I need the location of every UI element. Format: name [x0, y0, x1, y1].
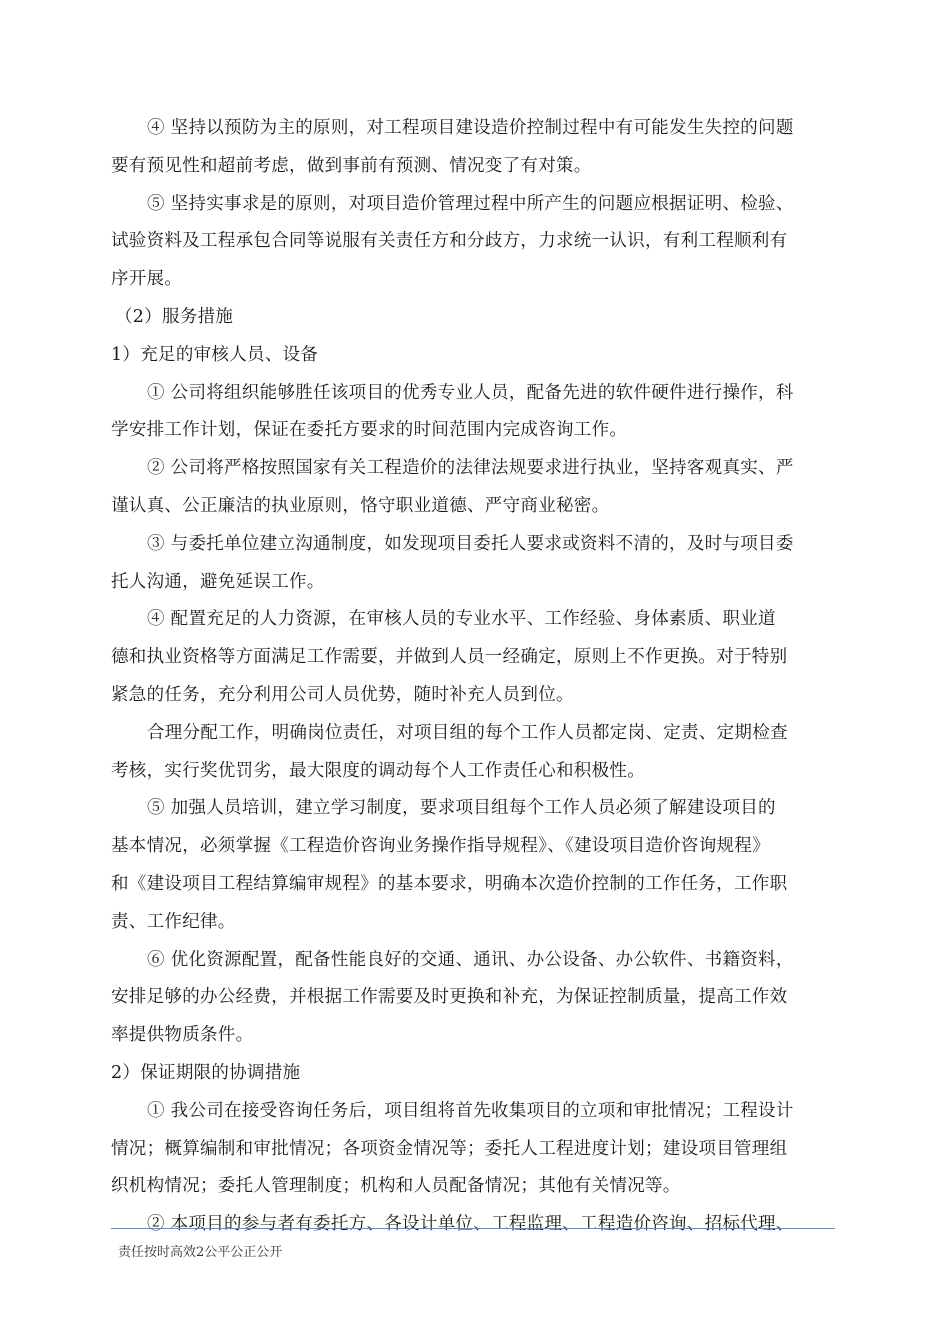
text-line: 序开展。 [111, 269, 183, 290]
text-line: 谨认真、公正廉洁的执业原则，恪守职业道德、严守商业秘密。 [111, 495, 610, 516]
text-line: 责、工作纪律。 [111, 911, 236, 932]
text-line: 安排足够的办公经费，并根据工作需要及时更换和补充，为保证控制质量，提高工作效 [111, 987, 788, 1008]
text-line: 基本情况，必须掌握《工程造价咨询业务操作指导规程》、《建设项目造价咨询规程》 [111, 836, 770, 857]
text-line: 托人沟通，避免延误工作。 [111, 571, 325, 592]
text-line: 情况；概算编制和审批情况；各项资金情况等；委托人工程进度计划；建设项目管理组 [111, 1138, 788, 1159]
text-line: 德和执业资格等方面满足工作需要，并做到人员一经确定，原则上不作更换。对于特别 [111, 647, 788, 668]
text-line: ⑥ 优化资源配置，配备性能良好的交通、通讯、办公设备、办公软件、书籍资料， [147, 949, 794, 970]
text-line: 考核，实行奖优罚劣，最大限度的调动每个人工作责任心和积极性。 [111, 760, 645, 781]
text-line: 学安排工作计划，保证在委托方要求的时间范围内完成咨询工作。 [111, 420, 628, 441]
text-line: 合理分配工作，明确岗位责任，对项目组的每个工作人员都定岗、定责、定期检查 [147, 722, 788, 743]
text-line: 要有预见性和超前考虑，做到事前有预测、情况变了有对策。 [111, 155, 592, 176]
document-body [111, 110, 853, 1244]
footer-divider [111, 1228, 835, 1229]
text-line: ④ 配置充足的人力资源，在审核人员的专业水平、工作经验、身体素质、职业道 [147, 609, 776, 630]
text-line: ③ 与委托单位建立沟通制度，如发现项目委托人要求或资料不清的，及时与项目委 [147, 533, 794, 554]
text-line: ② 本项目的参与者有委托方、各设计单位、工程监理、工程造价咨询、招标代理、 [147, 1214, 794, 1235]
text-line: 织机构情况；委托人管理制度；机构和人员配备情况；其他有关情况等。 [111, 1176, 681, 1197]
text-line: 和《建设项目工程结算编审规程》的基本要求，明确本次造价控制的工作任务，工作职 [111, 873, 788, 894]
text-line: 试验资料及工程承包合同等说服有关责任方和分歧方，力求统一认识，有利工程顺利有 [111, 231, 788, 252]
footer-text: 责任按时高效2公平公正公开 [118, 1245, 283, 1260]
text-line: 紧急的任务，充分利用公司人员优势，随时补充人员到位。 [111, 684, 574, 705]
text-line: 1）充足的审核人员、设备 [111, 344, 319, 365]
text-line: ② 公司将严格按照国家有关工程造价的法律法规要求进行执业，坚持客观真实、严 [147, 458, 794, 479]
text-line: ⑤ 加强人员培训，建立学习制度，要求项目组每个工作人员必须了解建设项目的 [147, 798, 776, 819]
text-line: ④ 坚持以预防为主的原则，对工程项目建设造价控制过程中有可能发生失控的问题 [147, 118, 794, 138]
text-line: ① 我公司在接受咨询任务后，项目组将首先收集项目的立项和审批情况；工程设计 [147, 1100, 794, 1121]
text-line: 率提供物质条件。 [111, 1025, 254, 1046]
text-line: （2）服务措施 [115, 306, 234, 327]
text-line: ① 公司将组织能够胜任该项目的优秀专业人员，配备先进的软件硬件进行操作，科 [147, 382, 794, 403]
text-line: ⑤ 坚持实事求是的原则，对项目造价管理过程中所产生的问题应根据证明、检验、 [147, 193, 794, 214]
text-line: 2）保证期限的协调措施 [111, 1062, 301, 1083]
